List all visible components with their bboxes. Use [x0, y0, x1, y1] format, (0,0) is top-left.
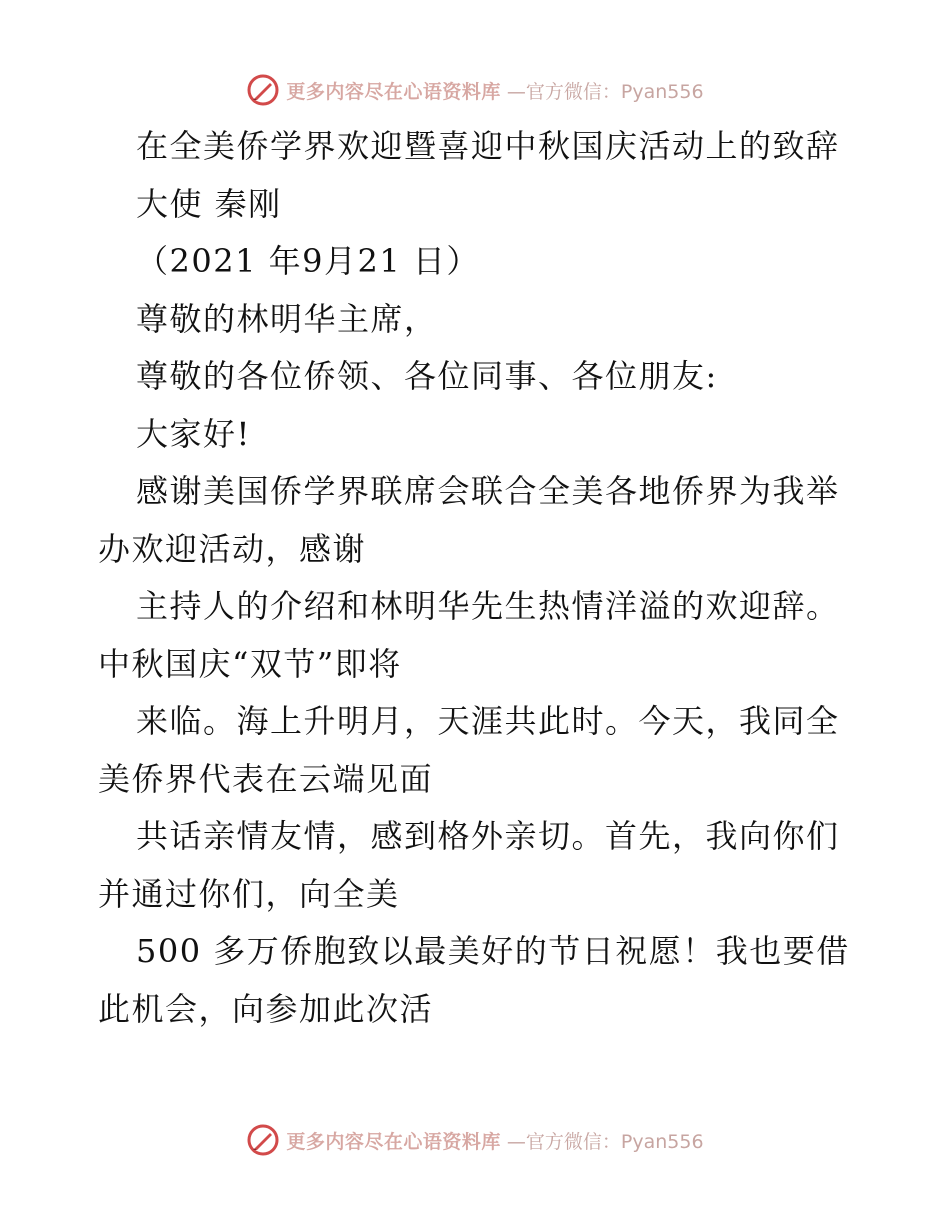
quill-logo-icon [246, 1123, 280, 1157]
doc-author: 大使 秦刚 [136, 184, 282, 223]
doc-paragraph-line: 此机会，向参加此次活 [98, 989, 434, 1028]
document-body [98, 118, 858, 1038]
doc-paragraph-line: 来临。海上升明月，天涯共此时。今天，我同全 [136, 702, 840, 740]
watermark-brand: 更多内容尽在心语资料库 [286, 1130, 501, 1153]
doc-paragraph-line: 办欢迎活动，感谢 [98, 529, 367, 568]
doc-paragraph-line: 感谢美国侨学界联席会联合全美各地侨界为我举 [136, 472, 840, 510]
watermark-contact: —官方微信：Pyan556 [506, 80, 704, 103]
watermark-header [0, 70, 950, 110]
doc-paragraph-line: 共话亲情友情，感到格外亲切。首先，我向你们 [136, 817, 840, 855]
quill-logo-icon [246, 73, 280, 107]
doc-title: 在全美侨学界欢迎暨喜迎中秋国庆活动上的致辞 [136, 127, 840, 165]
watermark-contact: —官方微信：Pyan556 [506, 1130, 704, 1153]
doc-salutation: 尊敬的各位侨领、各位同事、各位朋友: [136, 357, 718, 395]
watermark-brand: 更多内容尽在心语资料库 [286, 80, 501, 103]
doc-paragraph-line: 中秋国庆“双节”即将 [98, 644, 402, 683]
doc-paragraph-line: 并通过你们，向全美 [98, 874, 400, 913]
doc-salutation: 尊敬的林明华主席， [136, 299, 438, 338]
doc-date: （2021 年9月21 日） [136, 242, 480, 280]
doc-greeting: 大家好! [136, 414, 251, 453]
doc-paragraph-line: 主持人的介绍和林明华先生热情洋溢的欢迎辞。 [136, 587, 840, 625]
doc-paragraph-line: 500 多万侨胞致以最美好的节日祝愿！我也要借 [136, 932, 850, 970]
watermark-footer [0, 1120, 950, 1160]
doc-paragraph-line: 美侨界代表在云端见面 [98, 759, 434, 798]
